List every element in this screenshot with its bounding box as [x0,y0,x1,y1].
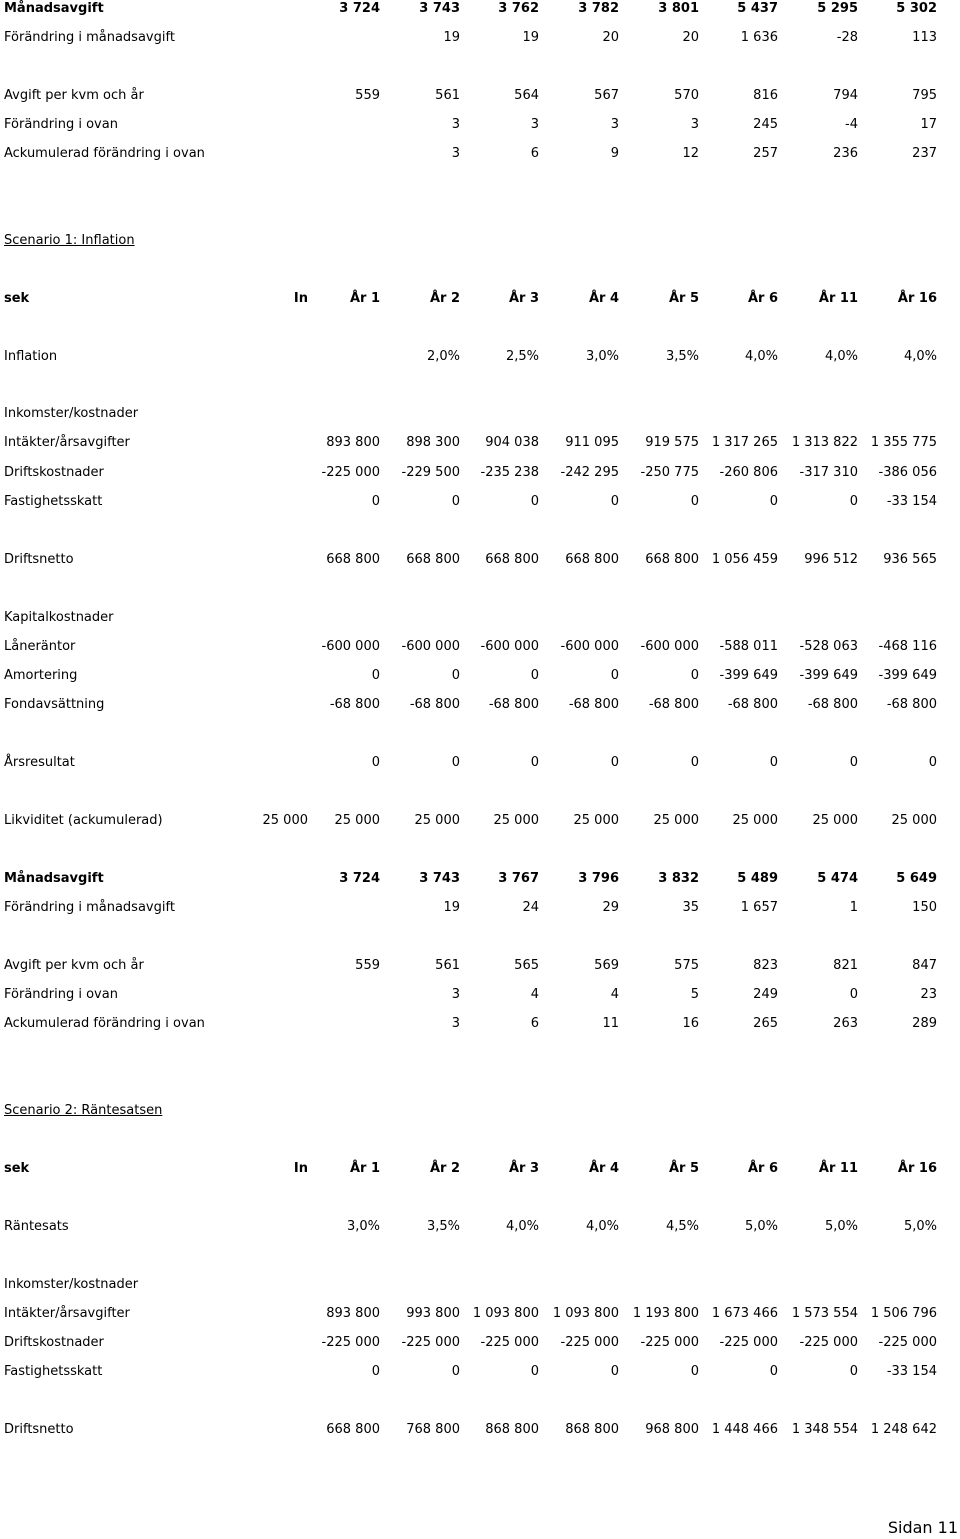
cell: 794 [833,88,858,103]
cell: 0 [530,494,539,509]
cell: -229 500 [401,465,460,480]
cell: 823 [753,958,778,973]
cell: 668 800 [645,552,699,567]
cell: 668 800 [485,552,539,567]
cell: 3 [451,987,460,1002]
cell: 263 [833,1016,858,1031]
cell: 1 573 554 [791,1306,858,1321]
cell: -225 000 [480,1335,539,1350]
cell: 3 832 [658,871,699,886]
cell: 4,0% [824,349,858,364]
cell: 0 [451,668,460,683]
cell: 25 000 [891,813,937,828]
cell: -242 295 [560,465,619,480]
row-label: Driftskostnader [4,1335,104,1350]
cell: 6 [530,1016,539,1031]
cell: 25 000 [334,813,380,828]
cell: 0 [690,494,699,509]
cell: 35 [682,900,699,915]
cell: 993 800 [406,1306,460,1321]
cell: 3 796 [578,871,619,886]
cell: -68 800 [648,697,699,712]
table-row-intakter [0,1306,960,1326]
section-heading: Inkomster/kostnader [4,1277,139,1292]
cell: 0 [610,1364,619,1379]
column-header: År 6 [747,291,778,306]
section-heading-row [0,610,960,630]
cell: 20 [682,30,699,45]
row-label: Förändring i ovan [4,987,118,1002]
section-heading-row [0,406,960,426]
row-label: sek [4,1161,30,1176]
cell: 1 448 466 [711,1422,778,1437]
cell: 0 [451,1364,460,1379]
cell: -260 806 [719,465,778,480]
cell: 5 302 [896,1,937,16]
cell: 567 [594,88,619,103]
cell: 816 [753,88,778,103]
table-row-driftsnetto [0,552,960,572]
row-label: Driftskostnader [4,465,104,480]
cell: 0 [371,494,380,509]
cell: 3 724 [339,871,380,886]
row-label: sek [4,291,30,306]
cell: -468 116 [878,639,937,654]
row-label: Månadsavgift [4,871,104,886]
cell: 0 [690,755,699,770]
cell: 919 575 [645,435,699,450]
cell: -399 649 [799,668,858,683]
cell: 4,5% [665,1219,699,1234]
section-heading-row [0,1277,960,1297]
row-label: Ackumulerad förändring i ovan [4,1016,205,1031]
cell: 868 800 [565,1422,619,1437]
cell: 4 [610,987,619,1002]
cell: 3 [530,117,539,132]
cell: 2,0% [426,349,460,364]
cell: 3 801 [658,1,699,16]
cell: -225 000 [640,1335,699,1350]
cell: 561 [435,88,460,103]
cell: 0 [690,668,699,683]
row-label: Avgift per kvm och år [4,88,144,103]
cell: -399 649 [878,668,937,683]
section-heading: Inkomster/kostnader [4,406,139,421]
row-label: Driftsnetto [4,552,74,567]
scenario-title: Scenario 1: Inflation [4,233,135,248]
cell: 3 [451,146,460,161]
cell: 113 [912,30,937,45]
cell: 0 [610,494,619,509]
cell: -225 000 [401,1335,460,1350]
cell: 936 565 [883,552,937,567]
table-row-laneranter [0,639,960,659]
cell: 249 [753,987,778,1002]
cell: 996 512 [804,552,858,567]
cell: 257 [753,146,778,161]
column-header: År 11 [818,291,858,306]
cell: 1 317 265 [711,435,778,450]
cell: 5 489 [737,871,778,886]
cell: 25 000 [262,813,308,828]
row-label: Ackumulerad förändring i ovan [4,146,205,161]
cell: 564 [514,88,539,103]
cell: 847 [912,958,937,973]
cell: 20 [602,30,619,45]
table-row-driftskostnader [0,1335,960,1355]
cell: 1 056 459 [711,552,778,567]
column-header: År 3 [508,291,539,306]
column-header: År 2 [429,291,460,306]
cell: -28 [836,30,858,45]
cell: 0 [849,494,858,509]
cell: 4,0% [744,349,778,364]
cell: 1 355 775 [870,435,937,450]
cell: -68 800 [329,697,380,712]
cell: 16 [682,1016,699,1031]
cell: 893 800 [326,435,380,450]
table-row-ackumulerad-forandring [0,1016,960,1036]
cell: 898 300 [406,435,460,450]
cell: 19 [443,30,460,45]
scenario-1-title-row [0,233,960,253]
cell: 237 [912,146,937,161]
cell: -225 000 [321,465,380,480]
row-label: Fastighetsskatt [4,494,103,509]
cell: 4,0% [585,1219,619,1234]
table-row-forandring-manadsavgift [0,900,960,920]
cell: 1 657 [740,900,778,915]
table-row-fondavsattning [0,697,960,717]
cell: 1 348 554 [791,1422,858,1437]
cell: 569 [594,958,619,973]
table-row-manadsavgift [0,871,960,891]
cell: 668 800 [565,552,619,567]
row-label: Låneräntor [4,639,76,654]
row-label: Intäkter/årsavgifter [4,435,130,450]
cell: 5 474 [817,871,858,886]
row-label: Årsresultat [4,755,75,770]
cell: 4,0% [903,349,937,364]
table-row-rantesats [0,1219,960,1239]
cell: 9 [610,146,619,161]
cell: 1 093 800 [552,1306,619,1321]
table-row-avgift-kvm [0,88,960,108]
table-header-row [0,1161,960,1181]
cell: 0 [849,1364,858,1379]
cell: -33 154 [886,1364,937,1379]
cell: 2,5% [505,349,539,364]
cell: 3 767 [498,871,539,886]
cell: 0 [610,755,619,770]
cell: 245 [753,117,778,132]
cell: 1 673 466 [711,1306,778,1321]
cell: 559 [355,88,380,103]
table-row-fastighetsskatt [0,1364,960,1384]
cell: 0 [530,1364,539,1379]
cell: 25 000 [573,813,619,828]
table-row-intakter [0,435,960,455]
table-header-row [0,291,960,311]
cell: 24 [522,900,539,915]
row-label: Inflation [4,349,58,364]
column-header: År 3 [508,1161,539,1176]
cell: -317 310 [799,465,858,480]
column-header: År 6 [747,1161,778,1176]
cell: -68 800 [409,697,460,712]
cell: 4 [530,987,539,1002]
cell: 0 [371,668,380,683]
section-heading: Kapitalkostnader [4,610,114,625]
cell: 3 [451,1016,460,1031]
cell: 0 [849,755,858,770]
cell: -33 154 [886,494,937,509]
cell: 1 [849,900,858,915]
cell: 5 437 [737,1,778,16]
row-label: Förändring i månadsavgift [4,30,175,45]
cell: 668 800 [406,552,460,567]
cell: 0 [610,668,619,683]
row-label: Likviditet (ackumulerad) [4,813,163,828]
column-header: År 11 [818,1161,858,1176]
table-row-amortering [0,668,960,688]
table-row-likviditet [0,813,960,833]
cell: 561 [435,958,460,973]
cell: 19 [443,900,460,915]
column-header: År 1 [349,291,380,306]
column-header: År 5 [668,1161,699,1176]
cell: 570 [674,88,699,103]
cell: 968 800 [645,1422,699,1437]
cell: 565 [514,958,539,973]
cell: -225 000 [321,1335,380,1350]
cell: 1 636 [740,30,778,45]
cell: 29 [602,900,619,915]
cell: 12 [682,146,699,161]
cell: -600 000 [640,639,699,654]
cell: 668 800 [326,552,380,567]
table-row-arsresultat [0,755,960,775]
cell: -250 775 [640,465,699,480]
row-label: Förändring i månadsavgift [4,900,175,915]
row-label: Intäkter/årsavgifter [4,1306,130,1321]
column-header: År 16 [897,291,937,306]
cell: 0 [769,494,778,509]
cell: 5,0% [903,1219,937,1234]
column-header: År 5 [668,291,699,306]
table-row-forandring-ovan [0,117,960,137]
cell: 911 095 [565,435,619,450]
column-header: In [293,1161,308,1176]
cell: -68 800 [807,697,858,712]
row-label: Månadsavgift [4,1,104,16]
column-header: År 1 [349,1161,380,1176]
table-row-inflation [0,349,960,369]
cell: 150 [912,900,937,915]
cell: -225 000 [799,1335,858,1350]
column-header: In [293,291,308,306]
cell: 0 [769,1364,778,1379]
cell: -68 800 [568,697,619,712]
cell: 289 [912,1016,937,1031]
cell: 768 800 [406,1422,460,1437]
cell: 0 [530,668,539,683]
scenario-title: Scenario 2: Räntesatsen [4,1103,163,1118]
cell: 3 743 [419,871,460,886]
cell: 575 [674,958,699,973]
cell: 25 000 [732,813,778,828]
cell: 3 724 [339,1,380,16]
scenario-2-title-row [0,1103,960,1123]
column-header: År 2 [429,1161,460,1176]
cell: 3 [451,117,460,132]
cell: -600 000 [560,639,619,654]
cell: 904 038 [485,435,539,450]
table-row-ackumulerad-forandring [0,146,960,166]
cell: 893 800 [326,1306,380,1321]
row-label: Fastighetsskatt [4,1364,103,1379]
cell: 1 313 822 [791,435,858,450]
cell: 0 [769,755,778,770]
cell: 0 [530,755,539,770]
cell: 868 800 [485,1422,539,1437]
cell: 0 [928,755,937,770]
cell: -600 000 [401,639,460,654]
cell: 3 [690,117,699,132]
table-row-driftskostnader [0,465,960,485]
cell: 25 000 [414,813,460,828]
cell: 3 762 [498,1,539,16]
cell: -225 000 [719,1335,778,1350]
cell: 5 295 [817,1,858,16]
cell: 3,0% [585,349,619,364]
cell: -528 063 [799,639,858,654]
cell: -600 000 [321,639,380,654]
cell: 1 248 642 [870,1422,937,1437]
cell: 3,5% [426,1219,460,1234]
row-label: Avgift per kvm och år [4,958,144,973]
table-row-avgift-kvm [0,958,960,978]
row-label: Förändring i ovan [4,117,118,132]
cell: 1 193 800 [632,1306,699,1321]
cell: 265 [753,1016,778,1031]
cell: -399 649 [719,668,778,683]
cell: 0 [371,755,380,770]
cell: 1 093 800 [472,1306,539,1321]
cell: 5 [690,987,699,1002]
cell: 1 506 796 [870,1306,937,1321]
row-label: Amortering [4,668,78,683]
table-row-fastighetsskatt [0,494,960,514]
cell: -225 000 [560,1335,619,1350]
cell: 0 [451,755,460,770]
cell: 3 782 [578,1,619,16]
cell: 25 000 [653,813,699,828]
cell: -600 000 [480,639,539,654]
cell: 19 [522,30,539,45]
cell: 23 [920,987,937,1002]
cell: -68 800 [488,697,539,712]
cell: 5,0% [824,1219,858,1234]
table-row-forandring-ovan [0,987,960,1007]
cell: 3,0% [346,1219,380,1234]
cell: 6 [530,146,539,161]
cell: -588 011 [719,639,778,654]
cell: -225 000 [878,1335,937,1350]
cell: 3 [610,117,619,132]
row-label: Räntesats [4,1219,69,1234]
column-header: År 16 [897,1161,937,1176]
table-row-driftsnetto [0,1422,960,1442]
cell: 559 [355,958,380,973]
cell: -386 056 [878,465,937,480]
cell: 3 743 [419,1,460,16]
cell: 0 [849,987,858,1002]
cell: 4,0% [505,1219,539,1234]
cell: 0 [451,494,460,509]
cell: 668 800 [326,1422,380,1437]
cell: 11 [602,1016,619,1031]
cell: -235 238 [480,465,539,480]
cell: 795 [912,88,937,103]
row-label: Fondavsättning [4,697,105,712]
cell: 5 649 [896,871,937,886]
page-number: Sidan 11 [887,1518,958,1537]
row-label: Driftsnetto [4,1422,74,1437]
cell: 25 000 [812,813,858,828]
table-row-manadsavgift [0,1,960,21]
column-header: År 4 [588,291,619,306]
cell: 5,0% [744,1219,778,1234]
cell: 0 [371,1364,380,1379]
column-header: År 4 [588,1161,619,1176]
cell: 17 [920,117,937,132]
cell: 25 000 [493,813,539,828]
cell: 3,5% [665,349,699,364]
cell: -68 800 [886,697,937,712]
cell: 0 [690,1364,699,1379]
cell: -68 800 [727,697,778,712]
cell: 236 [833,146,858,161]
cell: 821 [833,958,858,973]
table-row-forandring-manadsavgift [0,30,960,50]
cell: -4 [845,117,858,132]
